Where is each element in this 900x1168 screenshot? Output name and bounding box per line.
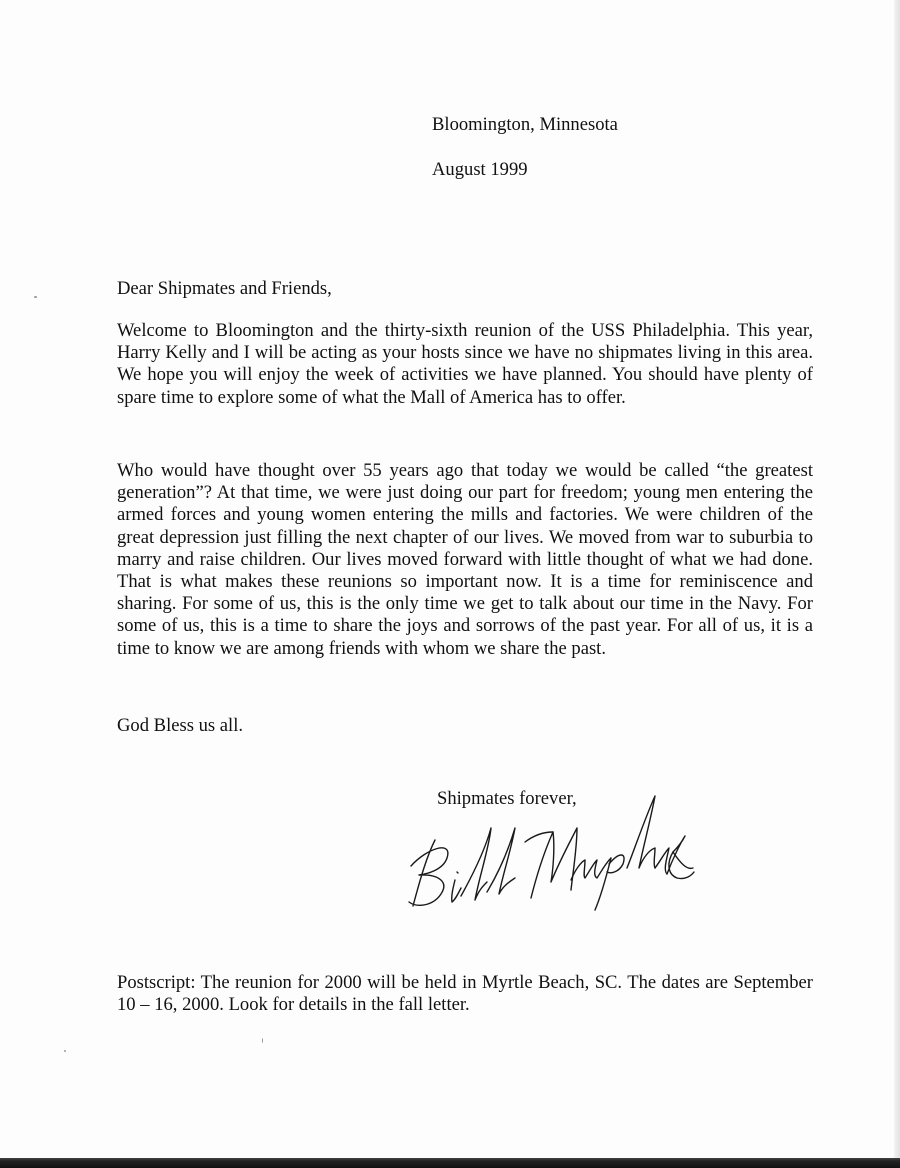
- handwritten-signature: [405, 778, 695, 920]
- closing-line: Shipmates forever,: [437, 788, 577, 809]
- body-paragraph-2: Who would have thought over 55 years ago that today we would be called “the greatest generation”? At that time, we were just doing our part for freedom; young men entering the armed forces and young women entering the mills and factories. We were children of the great depression just filling the next chapter of our lives. We moved from war to suburbia to marry and raise children. Our lives moved forward with little thought of what we had done. That is what makes these reunions so important now. It is a time for reminiscence and sharing. For some of us, this is the only time we get to talk about our time in the Navy. For some of us, this is a time to share the joys and sorrows of the past year. For all of us, it is a time to know we are among friends with whom we share the past.: [117, 460, 813, 659]
- paper-right-edge: [894, 0, 900, 1168]
- paper-speck: [262, 1038, 263, 1043]
- sender-location: Bloomington, Minnesota: [432, 114, 618, 135]
- scan-bottom-border: [0, 1158, 900, 1168]
- body-paragraph-1: Welcome to Bloomington and the thirty-sixth reunion of the USS Philadelphia. This year, Harry Kelly and I will be acting as your hosts since we have no shipmates living in this area. We hope you will enjoy the week of activities we have planned. You should have plenty of spare time to explore some of what the Mall of America has to offer.: [117, 320, 813, 408]
- blessing-line: God Bless us all.: [117, 715, 244, 736]
- salutation: Dear Shipmates and Friends,: [117, 278, 332, 299]
- letter-date: August 1999: [432, 159, 528, 180]
- postscript-paragraph: Postscript: The reunion for 2000 will be held in Myrtle Beach, SC. The dates are September 10 – 16, 2000. Look for details in the fall letter.: [117, 972, 813, 1016]
- paper-speck: [64, 1050, 66, 1052]
- paper-speck: [34, 296, 37, 298]
